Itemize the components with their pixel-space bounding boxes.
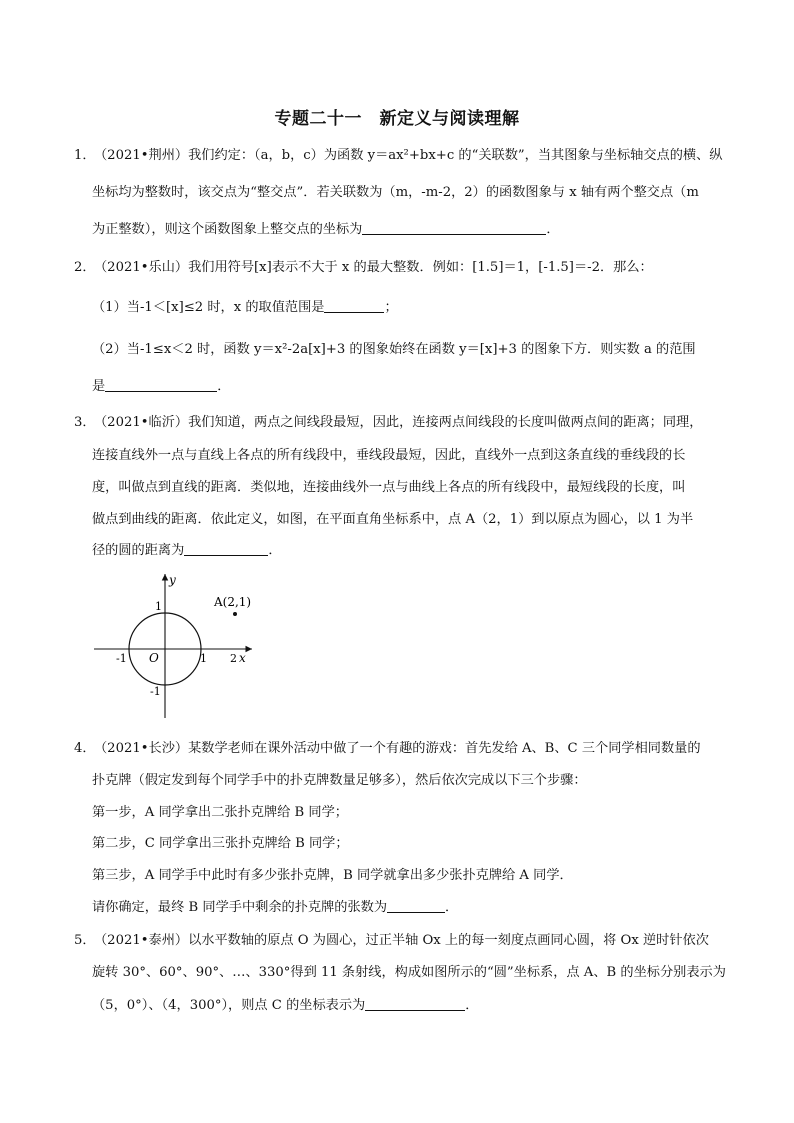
q5-answer-blank[interactable]: [365, 996, 465, 1011]
tick-x-neg-1: -1: [116, 652, 127, 665]
q5-text-3: （5，0°）、（4，300°），则点 C 的坐标表示为: [92, 998, 366, 1013]
tick-y-1: 1: [155, 600, 162, 613]
q3-text-1: （2021•临沂）我们知道，两点之间线段最短，因此，连接两点间线段的长度叫做两点间的距离；同理，: [94, 415, 703, 430]
q4-answer-blank[interactable]: [387, 898, 445, 913]
q4-line-2: 扑克牌（假定发到每个同学手中的扑克牌数量足够多），然后依次完成以下三个步骤：: [92, 773, 587, 788]
q5-end: ．: [465, 998, 479, 1013]
q5-line-2: 旋转 30°、60°、90°、…、330°得到 11 条射线，构成如图所示的“圆”坐标系，点 A、B 的坐标分别表示为: [92, 965, 726, 980]
q3-line-5: [92, 541, 282, 561]
q2-part1-blank[interactable]: [324, 298, 384, 313]
q1-end: ．: [546, 222, 560, 237]
q3-answer-blank[interactable]: [184, 541, 268, 556]
q1-text-1: （2021•荆州）我们约定：（a，b，c）为函数 y＝ax²+bx+c 的“关联数”，当其图象与坐标轴交点的横、纵: [94, 148, 723, 163]
q2-part2-end: ．: [217, 379, 231, 394]
q4-ask: [92, 898, 458, 918]
q1-line-1: [74, 146, 722, 166]
q3-coordinate-figure: [92, 568, 262, 720]
q1-line-2: 坐标均为整数时，该交点为“整交点”．若关联数为（m，-m-2，2）的函数图象与 x 轴有两个整交点（m: [92, 185, 699, 200]
q3-line-3: 度，叫做点到直线的距离．类似地，连接曲线外一点与曲线上各点的所有线段中，最短线段的长度，叫: [92, 480, 686, 495]
q4-step-3: 第三步，A 同学手中此时有多少张扑克牌，B 同学就拿出多少张扑克牌给 A 同学．: [92, 868, 573, 883]
q1-text-3: 为正整数），则这个函数图象上整交点的坐标为: [92, 222, 363, 237]
q5-line-3: [92, 996, 478, 1016]
q2-part-2-line-2: [92, 377, 230, 397]
tick-x-1: 1: [200, 652, 207, 665]
q2-part2-blank[interactable]: [105, 377, 217, 392]
tick-y-neg-1: -1: [150, 685, 161, 698]
q3-number: 3．: [74, 415, 96, 430]
point-a-label: A(2,1): [214, 595, 252, 609]
q3-line-1: [74, 413, 702, 433]
q5-line-1: [74, 931, 709, 951]
q2-part1-text: （1）当-1＜[x]≤2 时，x 的取值范围是: [92, 300, 325, 315]
q4-step-1: 第一步，A 同学拿出二张扑克牌给 B 同学；: [92, 805, 348, 820]
q4-ask-text: 请你确定，最终 B 同学手中剩余的扑克牌的张数为: [92, 900, 388, 915]
q2-part1-end: ；: [384, 300, 398, 315]
q2-part-2: （2）当-1≤x＜2 时，函数 y＝x²-2a[x]+3 的图象始终在函数 y＝[x]+3 的图象下方．则实数 a 的范围: [92, 342, 696, 357]
x-axis-label: x: [239, 651, 246, 665]
q4-text-1: （2021•长沙）某数学老师在课外活动中做了一个有趣的游戏：首先发给 A、B、C 三个同学相同数量的: [94, 741, 701, 756]
q3-text-5: 径的圆的距离为: [92, 543, 185, 558]
q2-line-1: [74, 258, 653, 278]
origin-label: O: [149, 651, 159, 665]
q3-line-4: 做点到曲线的距离．依此定义，如图，在平面直角坐标系中，点 A（2，1）到以原点为圆心，以 1 为半: [92, 512, 694, 527]
q4-number: 4．: [74, 741, 96, 756]
q4-end: ．: [445, 900, 459, 915]
q4-step-2: 第二步，C 同学拿出三张扑克牌给 B 同学；: [92, 836, 349, 851]
q5-number: 5．: [74, 933, 96, 948]
y-axis-label: y: [169, 573, 176, 587]
tick-x-2: 2: [230, 652, 237, 665]
q5-text-1: （2021•泰州）以水平数轴的原点 O 为圆心，过正半轴 Ox 上的每一刻度点画同心圆，将 Ox 逆时针依次: [94, 933, 709, 948]
q1-number: 1．: [74, 148, 96, 163]
q1-line-3: [92, 220, 560, 240]
q3-line-2: 连接直线外一点与直线上各点的所有线段中，垂线段最短，因此，直线外一点到这条直线的垂线段的长: [92, 448, 686, 463]
point-a: [233, 612, 237, 616]
q1-answer-blank[interactable]: [362, 220, 546, 235]
q2-number: 2．: [74, 260, 96, 275]
q2-part2-text-2: 是: [92, 379, 106, 394]
q2-part-1: [92, 298, 398, 318]
page-title: 专题二十一 新定义与阅读理解: [274, 109, 520, 129]
q3-end: ．: [268, 543, 282, 558]
q2-text-1: （2021•乐山）我们用符号[x]表示不大于 x 的最大整数．例如：[1.5]＝1，[-1.5]＝-2．那么：: [94, 260, 653, 275]
q4-line-1: [74, 739, 701, 759]
